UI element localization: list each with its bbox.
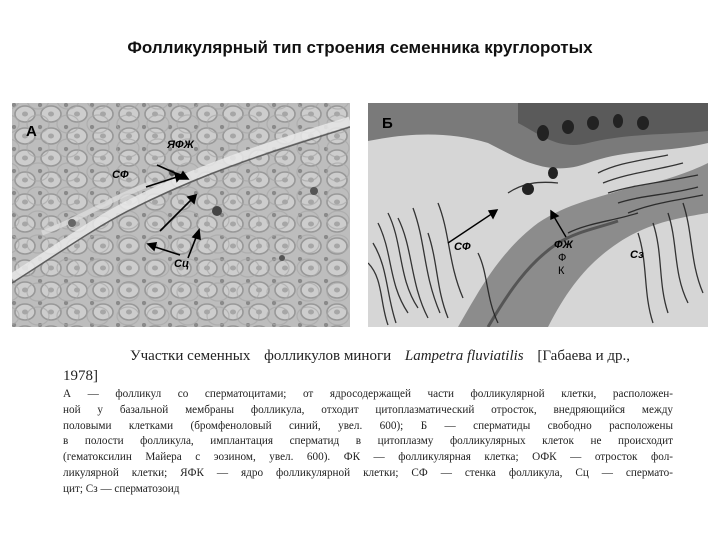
caption-line: А — фолликул со сперматоцитами; от ядросодержащей части фолликулярной клетки, расположен- [63,388,673,400]
caption-line: цит; Сз — сперматозоид [63,482,180,495]
caption-heading [130,348,690,365]
micrograph-panel-a [12,103,350,327]
caption-line: в полости фолликула, имплантация сперматид в цитоплазму фолликулярных клеток не происходит [63,435,673,448]
caption-heading-citation: [Габаева и др., [537,348,630,364]
label-fzh: ФЖ [554,239,573,251]
caption-heading-part: Участки семенных [130,348,251,364]
slide-title: Фолликулярный тип строения семенника круглоротых [127,38,593,57]
panel-a-letter: А [26,123,37,140]
caption-line: (гематоксилин Майера с эозином, увел. 600). ФК — фолликулярная клетка; ОФК — отросток фол- [63,451,673,464]
caption-line: ной у базальной мембраны фолликула, отходит цитоплазматический отросток, внедряющийся между [63,403,673,416]
label-k: К [558,265,565,277]
caption-body [63,387,673,498]
caption-line: ликулярной клетки; ЯФК — ядро фолликулярной клетки; СФ — стенка фолликула, Сц — спермато- [63,466,673,479]
caption-line: половыми клетками (бромфеноловый синий, увел. 600); Б — сперматиды свободно расположены [63,419,673,432]
panel-b-letter: Б [382,115,393,132]
caption-year: 1978] [63,368,98,384]
micrograph-a-image [12,103,350,327]
label-sz: Сз [630,249,644,261]
label-f: Ф [558,252,567,264]
micrograph-panel-b [368,103,708,327]
caption-heading-part: фолликулов миноги [264,348,392,364]
label-sc: Сц [174,258,190,270]
label-yafzh: ЯФЖ [167,139,194,151]
micrograph-b-image [368,103,708,327]
label-sf-b: СФ [454,241,471,253]
caption-heading-species: Lampetra fluviatilis [404,348,524,364]
label-sf-a: СФ [112,169,129,181]
